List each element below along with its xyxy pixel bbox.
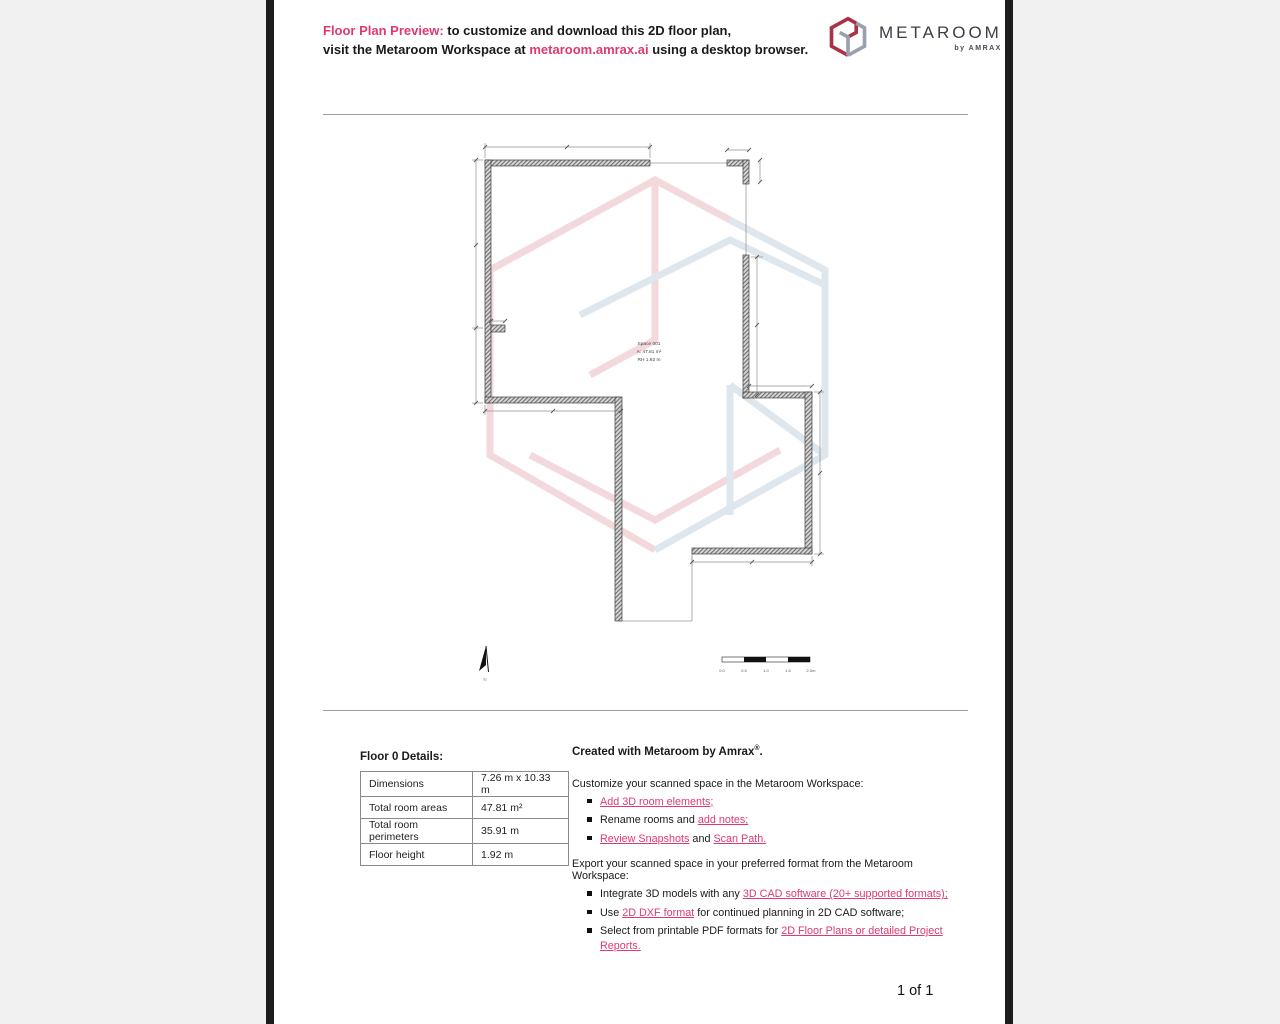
wall-left [485, 160, 491, 403]
workspace-link[interactable]: 2D DXF format [622, 906, 695, 919]
created-heading-text: Created with Metaroom by Amrax [572, 745, 755, 758]
space-height: RH 1.92 m [637, 358, 661, 363]
divider-bottom [323, 710, 968, 711]
created-heading [572, 745, 954, 758]
details-table-body [361, 772, 569, 866]
wall-bottom-left [485, 397, 621, 403]
header-line2-pre: visit the Metaroom Workspace at [323, 42, 530, 57]
row-label: Total room areas [361, 797, 473, 819]
north-arrow-icon [479, 646, 489, 682]
wall-mid-vertical [615, 397, 622, 621]
walls [485, 160, 812, 621]
row-label: Dimensions [361, 772, 473, 797]
workspace-link[interactable]: Add 3D room elements; [600, 795, 714, 808]
wall-stub-left [491, 325, 505, 332]
metaroom-workspace-link[interactable]: metaroom.amrax.ai [529, 42, 649, 57]
header-line-2 [323, 40, 808, 59]
wall-top-right-v [743, 160, 749, 184]
metaroom-logo-icon [826, 14, 870, 60]
row-label: Total room perimeters [361, 819, 473, 844]
row-value: 47.81 m² [473, 797, 569, 819]
bullet-text: Integrate 3D models with any [600, 888, 743, 901]
workspace-link[interactable]: 2D Floor Plans or detailed Project Reports. [600, 925, 943, 952]
header-line1-rest: to customize and download this 2D floor plan, [443, 23, 732, 38]
bullet-text: for continued planning in 2D CAD software; [694, 906, 905, 919]
bullet-text: Select from printable PDF formats for [600, 925, 782, 938]
wall-right-lower [805, 392, 812, 554]
bullet-marker-icon [587, 910, 592, 915]
bullet-item [572, 832, 954, 847]
bullet-marker-icon [587, 817, 592, 822]
workspace-link[interactable]: add notes; [697, 814, 749, 827]
header-line-1 [323, 21, 808, 40]
bullet-item [572, 795, 954, 810]
workspace-link[interactable]: 3D CAD software (20+ supported formats); [742, 888, 948, 901]
bullet-item [572, 887, 954, 902]
bullet-item [572, 906, 954, 921]
page-border-left [266, 0, 274, 1024]
logo-brand-text: METAROOM [879, 22, 1002, 42]
scale-label: 2.0m [806, 668, 816, 673]
bullet-marker-icon [587, 928, 592, 933]
created-section [572, 745, 954, 965]
table-row [361, 844, 569, 866]
divider-top [323, 114, 968, 115]
bullet-text: Use [600, 906, 623, 919]
logo-byline-text: by AMRAX [954, 44, 1002, 52]
space-name: Space 001 [637, 342, 661, 347]
table-row [361, 819, 569, 844]
scale-bar-labels [719, 668, 816, 673]
metaroom-logo [826, 14, 1002, 60]
row-value: 35.91 m [473, 819, 569, 844]
bullet-text: Rename rooms and [600, 814, 698, 827]
row-value: 1.92 m [473, 844, 569, 866]
export-intro: Export your scanned space in your preferred format from the Metaroom Workspace: [572, 858, 913, 883]
row-value: 7.26 m x 10.33 m [473, 772, 569, 797]
wall-bottom-right [692, 548, 812, 554]
space-label [637, 341, 662, 363]
created-heading-period: . [759, 745, 763, 758]
header-line2-post: using a desktop browser. [648, 42, 809, 57]
scale-label: 1.5 [785, 668, 791, 673]
bullet-marker-icon [587, 836, 592, 841]
wall-top [485, 160, 650, 166]
scale-label: 0.5 [741, 668, 747, 673]
scale-bar [719, 657, 816, 673]
floor-details-heading: Floor 0 Details: [360, 751, 444, 763]
workspace-link[interactable]: Review Snapshots [600, 832, 690, 845]
bullet-marker-icon [587, 799, 592, 804]
customize-list [572, 795, 954, 847]
registered-mark: ® [754, 745, 760, 752]
bullet-item [572, 813, 954, 828]
space-area: A: 47.81 m² [636, 350, 662, 355]
page-border-right [1005, 0, 1013, 1024]
table-row [361, 772, 569, 797]
row-label: Floor height [361, 844, 473, 866]
scale-label: 1.0 [763, 668, 769, 673]
metaroom-watermark [490, 180, 825, 550]
bullet-item [572, 924, 954, 953]
floor-details-table [360, 771, 569, 866]
wall-right-top-h [743, 392, 812, 398]
scale-label: 0.0 [719, 668, 725, 673]
wall-right-upper [743, 255, 749, 398]
bullet-marker-icon [587, 891, 592, 896]
bullet-text: and [689, 832, 714, 845]
floor-plan-drawing [430, 125, 870, 685]
customize-intro: Customize your scanned space in the Metaroom Workspace: [572, 777, 864, 790]
table-row [361, 797, 569, 819]
north-label: N [483, 677, 487, 682]
page-number: 1 of 1 [897, 983, 934, 999]
header-note [323, 21, 808, 59]
export-list [572, 887, 954, 953]
header-accent: Floor Plan Preview: [323, 23, 444, 38]
workspace-link[interactable]: Scan Path. [713, 832, 767, 845]
